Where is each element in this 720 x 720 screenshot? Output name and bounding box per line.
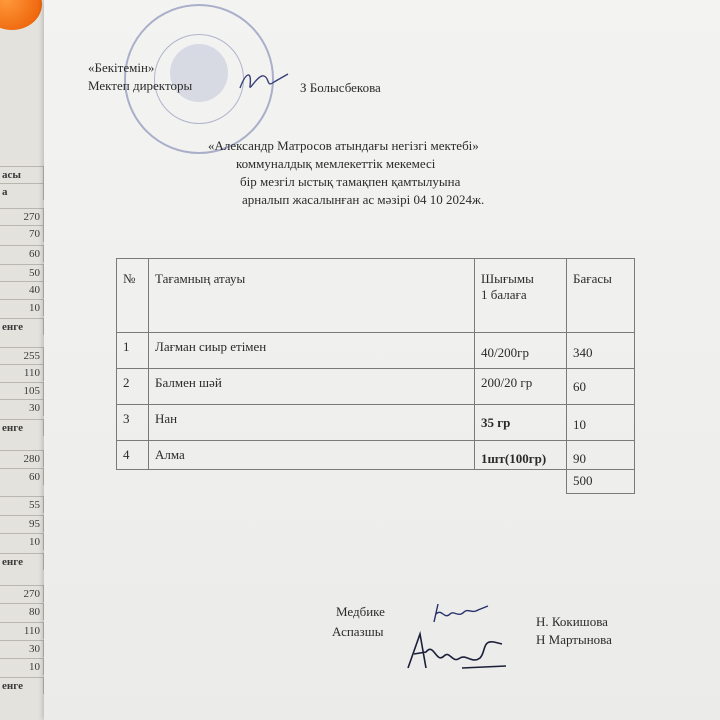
bg-cell: енге	[0, 553, 44, 570]
bg-cell: 105	[0, 382, 44, 399]
total-empty-cell	[149, 470, 475, 494]
row-dish-name: Алма	[149, 441, 475, 470]
bg-cell: 255	[0, 347, 44, 364]
row-yield: 1шт(100гр)	[475, 441, 567, 470]
bg-cell: асы	[0, 166, 44, 183]
header-yield-line2: 1 балаға	[481, 287, 527, 302]
director-label: Мектеп директоры	[88, 78, 193, 93]
bg-cell: 10	[0, 533, 44, 550]
bg-cell: 30	[0, 640, 44, 657]
table-header-row	[117, 259, 635, 333]
row-price: 60	[567, 369, 635, 405]
bg-cell: 60	[0, 245, 44, 262]
bg-cell: 80	[0, 603, 44, 620]
row-num: 3	[117, 405, 149, 441]
bg-cell: енге	[0, 419, 44, 436]
director-name: З Болысбекова	[300, 80, 381, 95]
bg-cell: 270	[0, 585, 44, 602]
bg-cell: 60	[0, 468, 44, 485]
row-yield: 40/200гр	[475, 333, 567, 369]
heading-menu-date: арналып жасалынған ас мәзірі 04 10 2024ж.	[242, 192, 485, 207]
heading-purpose: бір мезгіл ыстық тамақпен қамтылуына	[240, 174, 461, 189]
row-dish-name: Балмен шәй	[149, 369, 475, 405]
bg-cell: 270	[0, 208, 44, 225]
cook-name: Н Мартынова	[536, 632, 612, 647]
bg-cell: 110	[0, 364, 44, 381]
header-num: №	[117, 259, 149, 333]
header-yield	[475, 259, 567, 333]
bg-cell: 110	[0, 622, 44, 639]
cook-signature-icon	[402, 628, 512, 678]
bg-cell: 40	[0, 281, 44, 298]
bg-cell: енге	[0, 677, 44, 694]
bg-cell: 30	[0, 399, 44, 416]
row-dish-name: Нан	[149, 405, 475, 441]
row-dish-name: Лағман сиыр етімен	[149, 333, 475, 369]
nurse-label: Медбике	[336, 604, 385, 619]
director-signature-icon	[236, 66, 296, 96]
row-num: 2	[117, 369, 149, 405]
heading-institution-type: коммуналдық мемлекеттік мекемесі	[236, 156, 436, 171]
approved-label: «Бекітемін»	[88, 60, 155, 75]
row-price: 10	[567, 405, 635, 441]
nurse-name: Н. Кокишова	[536, 614, 608, 629]
row-price: 340	[567, 333, 635, 369]
table-row	[117, 441, 635, 470]
table-row	[117, 405, 635, 441]
row-price: 90	[567, 441, 635, 470]
bg-cell: енге	[0, 318, 44, 335]
row-yield: 200/20 гр	[475, 369, 567, 405]
header-price: Бағасы	[567, 259, 635, 333]
table-total-row	[117, 470, 635, 494]
bg-cell: 50	[0, 264, 44, 281]
total-price: 500	[567, 470, 635, 494]
bg-cell: 70	[0, 225, 44, 242]
cook-label: Аспазшы	[332, 624, 384, 639]
row-yield: 35 гр	[475, 405, 567, 441]
nurse-signature-icon	[428, 600, 498, 630]
heading-school-name: «Александр Матросов атындағы негізгі мектебі»	[208, 138, 479, 153]
row-num: 1	[117, 333, 149, 369]
bg-cell: 10	[0, 299, 44, 316]
header-yield-line1: Шығымы	[481, 271, 534, 286]
header-dish-name: Тағамның атауы	[149, 259, 475, 333]
row-num: 4	[117, 441, 149, 470]
bg-cell: 55	[0, 496, 44, 513]
menu-table	[116, 258, 635, 494]
table-row	[117, 369, 635, 405]
total-empty-cell	[117, 470, 149, 494]
bg-cell: а	[0, 183, 44, 200]
total-empty-cell	[475, 470, 567, 494]
bg-cell: 10	[0, 658, 44, 675]
bg-cell: 280	[0, 450, 44, 467]
bg-cell: 95	[0, 515, 44, 532]
table-row	[117, 333, 635, 369]
